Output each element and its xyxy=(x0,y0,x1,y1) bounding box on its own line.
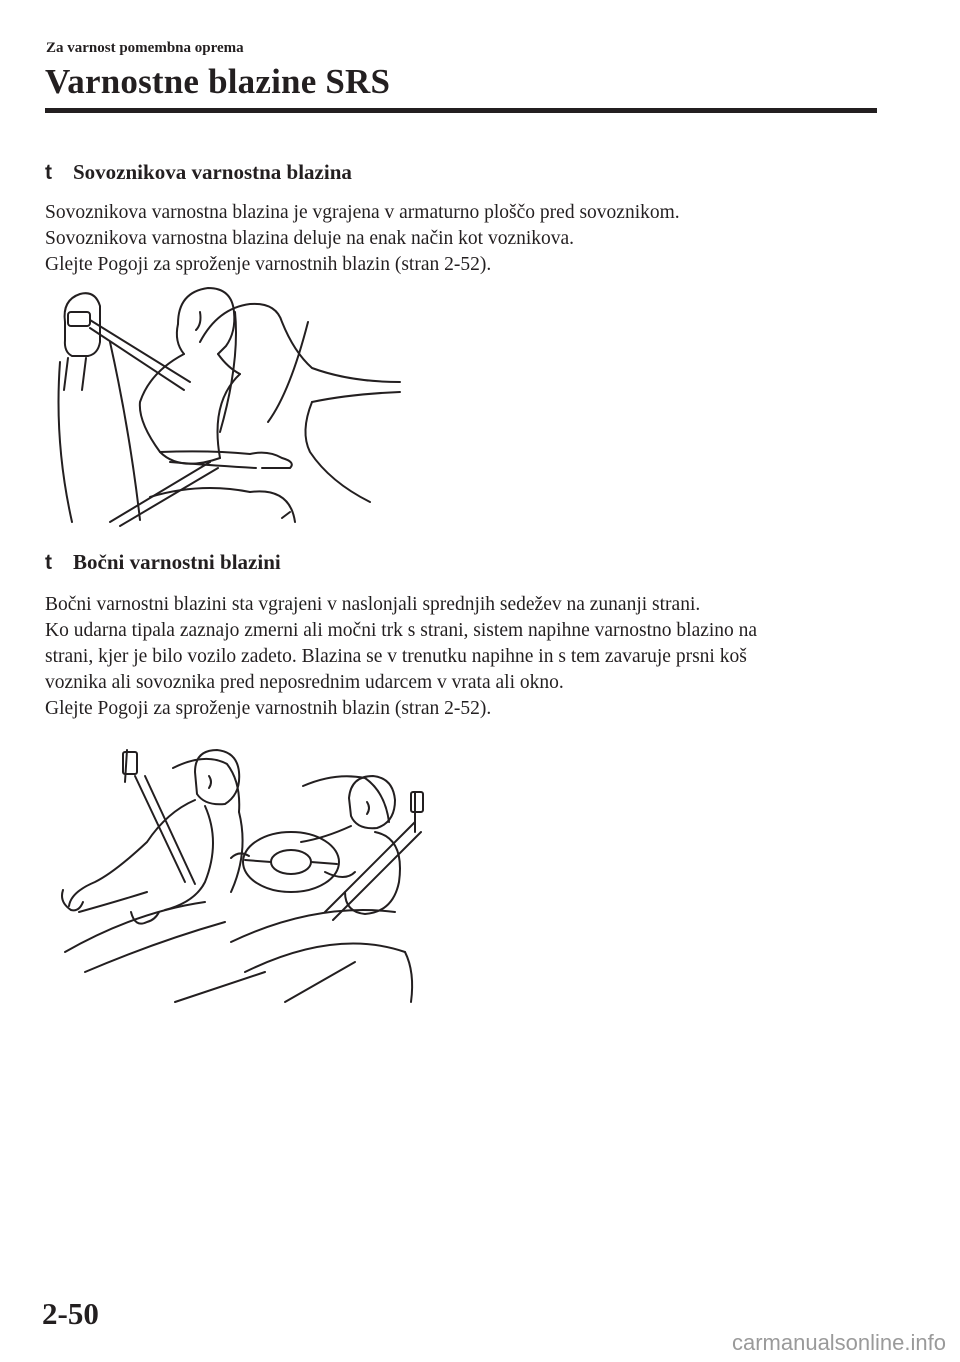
title-divider xyxy=(45,108,877,113)
page-title: Varnostne blazine SRS xyxy=(45,62,391,101)
paragraph-side-airbags xyxy=(45,592,885,722)
page-number: 2-50 xyxy=(42,1296,99,1331)
paragraph-line: voznika ali sovoznika pred neposrednim udarcem v vrata ali okno. xyxy=(45,672,564,693)
paragraph-line: Bočni varnostni blazini sta vgrajeni v naslonjali sprednjih sedežev na zunanji strani. xyxy=(45,594,701,615)
section-label: Za varnost pomembna oprema xyxy=(46,40,244,56)
paragraph-passenger-airbag xyxy=(45,200,885,278)
subheading-side-airbags xyxy=(45,550,281,575)
paragraph-line: Glejte Pogoji za sproženje varnostnih blazin (stran 2-52). xyxy=(45,254,492,275)
paragraph-line: strani, kjer je bilo vozilo zadeto. Blazina se v trenutku napihne in s tem zavaruje prsni koš xyxy=(45,646,747,667)
bullet-marker: t xyxy=(45,551,52,574)
paragraph-line: Sovoznikova varnostna blazina deluje na enak način kot voznikova. xyxy=(45,228,575,249)
passenger-airbag-illustration xyxy=(50,282,410,527)
paragraph-line: Glejte Pogoji za sproženje varnostnih blazin (stran 2-52). xyxy=(45,698,492,719)
subheading-passenger-airbag xyxy=(45,160,352,185)
subheading-text: Bočni varnostni blazini xyxy=(73,550,281,574)
bullet-marker: t xyxy=(45,161,52,184)
paragraph-line: Sovoznikova varnostna blazina je vgrajena v armaturno ploščo pred sovoznikom. xyxy=(45,202,680,223)
paragraph-line: Ko udarna tipala zaznajo zmerni ali močni trk s strani, sistem napihne varnostno blazino na xyxy=(45,620,758,641)
subheading-text: Sovoznikova varnostna blazina xyxy=(73,160,352,184)
side-airbags-illustration xyxy=(55,742,425,1004)
watermark: carmanualsonline.info xyxy=(731,1330,946,1355)
